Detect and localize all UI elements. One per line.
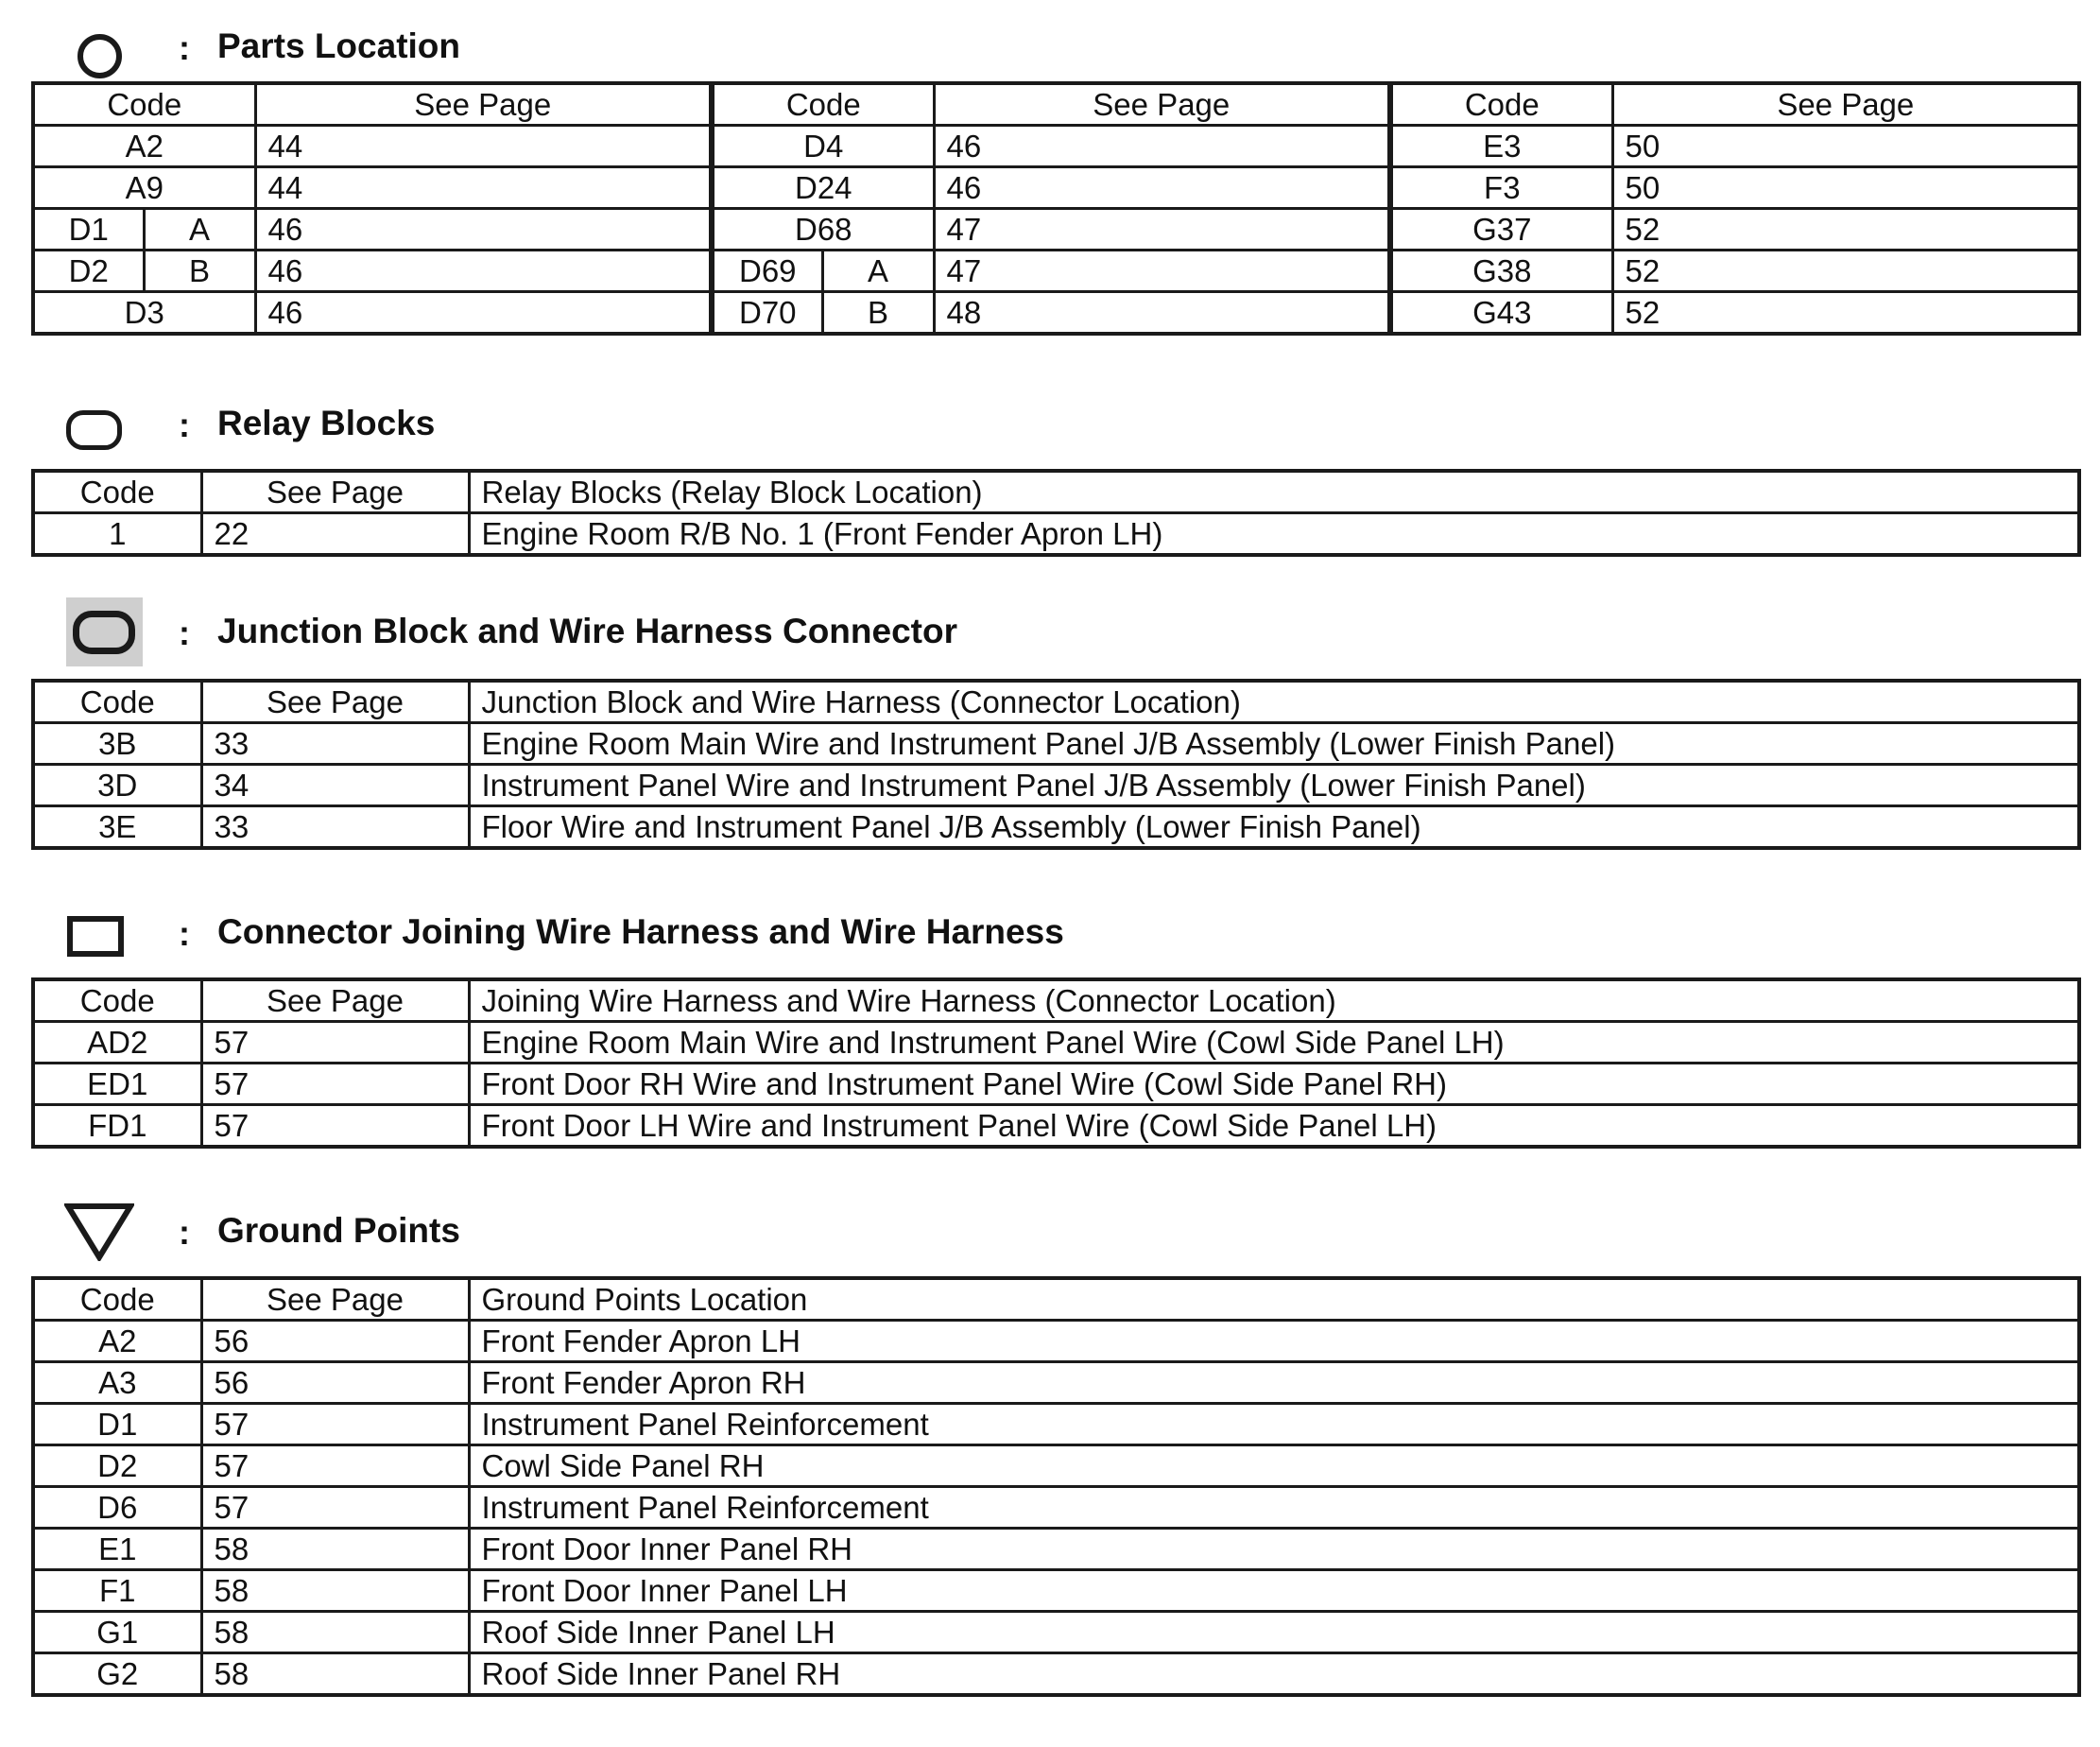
code-cell: G37 — [1390, 209, 1612, 251]
page-cell: 58 — [201, 1529, 469, 1570]
page-cell: 46 — [934, 126, 1390, 167]
code-cell: G1 — [33, 1612, 201, 1653]
code-cell: 3B — [33, 723, 201, 765]
location-cell: Front Fender Apron RH — [469, 1362, 2079, 1404]
page-cell: 50 — [1612, 126, 2079, 167]
see-page-header: See Page — [201, 681, 469, 723]
page-cell: 33 — [201, 723, 469, 765]
relay-blocks-header — [0, 389, 2100, 475]
junction-block-table — [31, 679, 2081, 850]
table-row — [33, 1404, 2079, 1445]
table-row — [33, 1653, 2079, 1696]
code-cell: D2 — [33, 1445, 201, 1487]
parts-location-colon: : — [179, 28, 190, 67]
table-row — [33, 1445, 2079, 1487]
table-row — [33, 167, 2079, 209]
location-cell: Floor Wire and Instrument Panel J/B Assembly (Lower Finish Panel) — [469, 806, 2079, 849]
page-cell: 52 — [1612, 251, 2079, 292]
page-cell: 57 — [201, 1445, 469, 1487]
page-cell: 57 — [201, 1022, 469, 1064]
junction-block-header — [0, 597, 2100, 683]
relay-blocks-colon: : — [179, 406, 190, 444]
code-header: Code — [1390, 83, 1612, 126]
code-cell: AD2 — [33, 1022, 201, 1064]
location-cell: Front Door LH Wire and Instrument Panel Wire (Cowl Side Panel LH) — [469, 1105, 2079, 1148]
ground-points-title: Ground Points — [217, 1211, 460, 1250]
location-cell: Engine Room Main Wire and Instrument Panel Wire (Cowl Side Panel LH) — [469, 1022, 2079, 1064]
junction-block-header-row — [33, 681, 2079, 723]
code-cell: F3 — [1390, 167, 1612, 209]
code-cell: 3E — [33, 806, 201, 849]
ground-points-colon: : — [179, 1213, 190, 1252]
code-cell: A3 — [33, 1362, 201, 1404]
connector-sub-cell: A — [822, 251, 934, 292]
page-cell: 22 — [201, 513, 469, 556]
page-cell: 47 — [934, 209, 1390, 251]
location-header: Junction Block and Wire Harness (Connector Location) — [469, 681, 2079, 723]
code-cell: F1 — [33, 1570, 201, 1612]
table-row — [33, 513, 2079, 556]
page-cell: 58 — [201, 1612, 469, 1653]
code-cell: D2 — [33, 251, 144, 292]
code-header: Code — [33, 979, 201, 1022]
location-cell: Roof Side Inner Panel LH — [469, 1612, 2079, 1653]
connector-joining-table — [31, 977, 2081, 1149]
code-cell: A2 — [33, 1321, 201, 1362]
location-cell: Instrument Panel Reinforcement — [469, 1404, 2079, 1445]
connector-joining-colon: : — [179, 914, 190, 953]
location-header: Relay Blocks (Relay Block Location) — [469, 471, 2079, 513]
page-cell: 46 — [255, 251, 712, 292]
location-cell: Engine Room Main Wire and Instrument Panel J/B Assembly (Lower Finish Panel) — [469, 723, 2079, 765]
junction-block-colon: : — [179, 614, 190, 652]
page-cell: 44 — [255, 126, 712, 167]
table-row — [33, 1487, 2079, 1529]
page-cell: 48 — [934, 292, 1390, 335]
see-page-header: See Page — [201, 979, 469, 1022]
page-cell: 44 — [255, 167, 712, 209]
table-row — [33, 1022, 2079, 1064]
see-page-header: See Page — [255, 83, 712, 126]
location-cell: Front Door RH Wire and Instrument Panel Wire (Cowl Side Panel RH) — [469, 1064, 2079, 1105]
code-header: Code — [33, 471, 201, 513]
connector-sub-cell: B — [822, 292, 934, 335]
code-cell: D1 — [33, 1404, 201, 1445]
page-cell: 56 — [201, 1321, 469, 1362]
page-cell: 46 — [255, 292, 712, 335]
code-cell: 3D — [33, 765, 201, 806]
relay-blocks-header-row — [33, 471, 2079, 513]
code-cell: A2 — [33, 126, 255, 167]
rectangle-symbol-icon — [67, 916, 124, 957]
ground-points-header — [0, 1197, 2100, 1282]
code-header: Code — [33, 681, 201, 723]
table-row — [33, 126, 2079, 167]
rounded-rectangle-symbol-icon — [73, 611, 135, 654]
page-cell: 56 — [201, 1362, 469, 1404]
code-cell: D68 — [712, 209, 934, 251]
page-cell: 46 — [934, 167, 1390, 209]
page-cell: 47 — [934, 251, 1390, 292]
parts-location-header-row — [33, 83, 2079, 126]
location-cell: Instrument Panel Wire and Instrument Panel J/B Assembly (Lower Finish Panel) — [469, 765, 2079, 806]
table-row — [33, 1570, 2079, 1612]
page-cell: 52 — [1612, 292, 2079, 335]
see-page-header: See Page — [934, 83, 1390, 126]
connector-sub-cell: A — [144, 209, 255, 251]
ground-points-header-row — [33, 1278, 2079, 1321]
table-row — [33, 1612, 2079, 1653]
junction-block-title: Junction Block and Wire Harness Connector — [217, 612, 957, 650]
page-cell: 33 — [201, 806, 469, 849]
code-cell: D1 — [33, 209, 144, 251]
code-cell: D4 — [712, 126, 934, 167]
location-cell: Front Door Inner Panel RH — [469, 1529, 2079, 1570]
table-row — [33, 765, 2079, 806]
ground-points-table — [31, 1276, 2081, 1697]
code-header: Code — [33, 83, 255, 126]
table-row — [33, 1362, 2079, 1404]
table-row — [33, 1321, 2079, 1362]
triangle-symbol-icon — [64, 1202, 134, 1261]
location-cell: Instrument Panel Reinforcement — [469, 1487, 2079, 1529]
page-cell: 57 — [201, 1404, 469, 1445]
parts-location-title: Parts Location — [217, 26, 460, 65]
code-cell: ED1 — [33, 1064, 201, 1105]
code-cell: G43 — [1390, 292, 1612, 335]
page-cell: 58 — [201, 1570, 469, 1612]
page-cell: 58 — [201, 1653, 469, 1696]
see-page-header: See Page — [1612, 83, 2079, 126]
code-header: Code — [712, 83, 934, 126]
code-cell: G2 — [33, 1653, 201, 1696]
circle-symbol-icon — [77, 34, 122, 78]
table-row — [33, 806, 2079, 849]
table-row — [33, 251, 2079, 292]
code-cell: D24 — [712, 167, 934, 209]
location-cell: Roof Side Inner Panel RH — [469, 1653, 2079, 1696]
code-cell: A9 — [33, 167, 255, 209]
table-row — [33, 292, 2079, 335]
location-cell: Front Door Inner Panel LH — [469, 1570, 2079, 1612]
page-cell: 57 — [201, 1487, 469, 1529]
location-cell: Cowl Side Panel RH — [469, 1445, 2079, 1487]
page-cell: 46 — [255, 209, 712, 251]
code-cell: D69 — [712, 251, 822, 292]
table-row — [33, 1064, 2079, 1105]
code-cell: E1 — [33, 1529, 201, 1570]
connector-joining-header — [0, 900, 2100, 985]
code-cell: 1 — [33, 513, 201, 556]
code-cell: E3 — [1390, 126, 1612, 167]
see-page-header: See Page — [201, 1278, 469, 1321]
code-cell: D3 — [33, 292, 255, 335]
code-cell: G38 — [1390, 251, 1612, 292]
location-header: Ground Points Location — [469, 1278, 2079, 1321]
connector-sub-cell: B — [144, 251, 255, 292]
code-cell: D6 — [33, 1487, 201, 1529]
page-cell: 57 — [201, 1064, 469, 1105]
table-row — [33, 1105, 2079, 1148]
page-cell: 57 — [201, 1105, 469, 1148]
code-cell: FD1 — [33, 1105, 201, 1148]
oval-symbol-icon — [66, 410, 122, 450]
connector-joining-title: Connector Joining Wire Harness and Wire Harness — [217, 912, 1064, 951]
connector-joining-header-row — [33, 979, 2079, 1022]
code-cell: D70 — [712, 292, 822, 335]
parts-location-table — [31, 81, 2081, 336]
location-cell: Front Fender Apron LH — [469, 1321, 2079, 1362]
relay-blocks-title: Relay Blocks — [217, 404, 436, 442]
location-cell: Engine Room R/B No. 1 (Front Fender Apron LH) — [469, 513, 2079, 556]
location-header: Joining Wire Harness and Wire Harness (Connector Location) — [469, 979, 2079, 1022]
page-cell: 34 — [201, 765, 469, 806]
page-cell: 52 — [1612, 209, 2079, 251]
page-cell: 50 — [1612, 167, 2079, 209]
see-page-header: See Page — [201, 471, 469, 513]
relay-blocks-table — [31, 469, 2081, 557]
table-row — [33, 1529, 2079, 1570]
table-row — [33, 209, 2079, 251]
code-header: Code — [33, 1278, 201, 1321]
table-row — [33, 723, 2079, 765]
